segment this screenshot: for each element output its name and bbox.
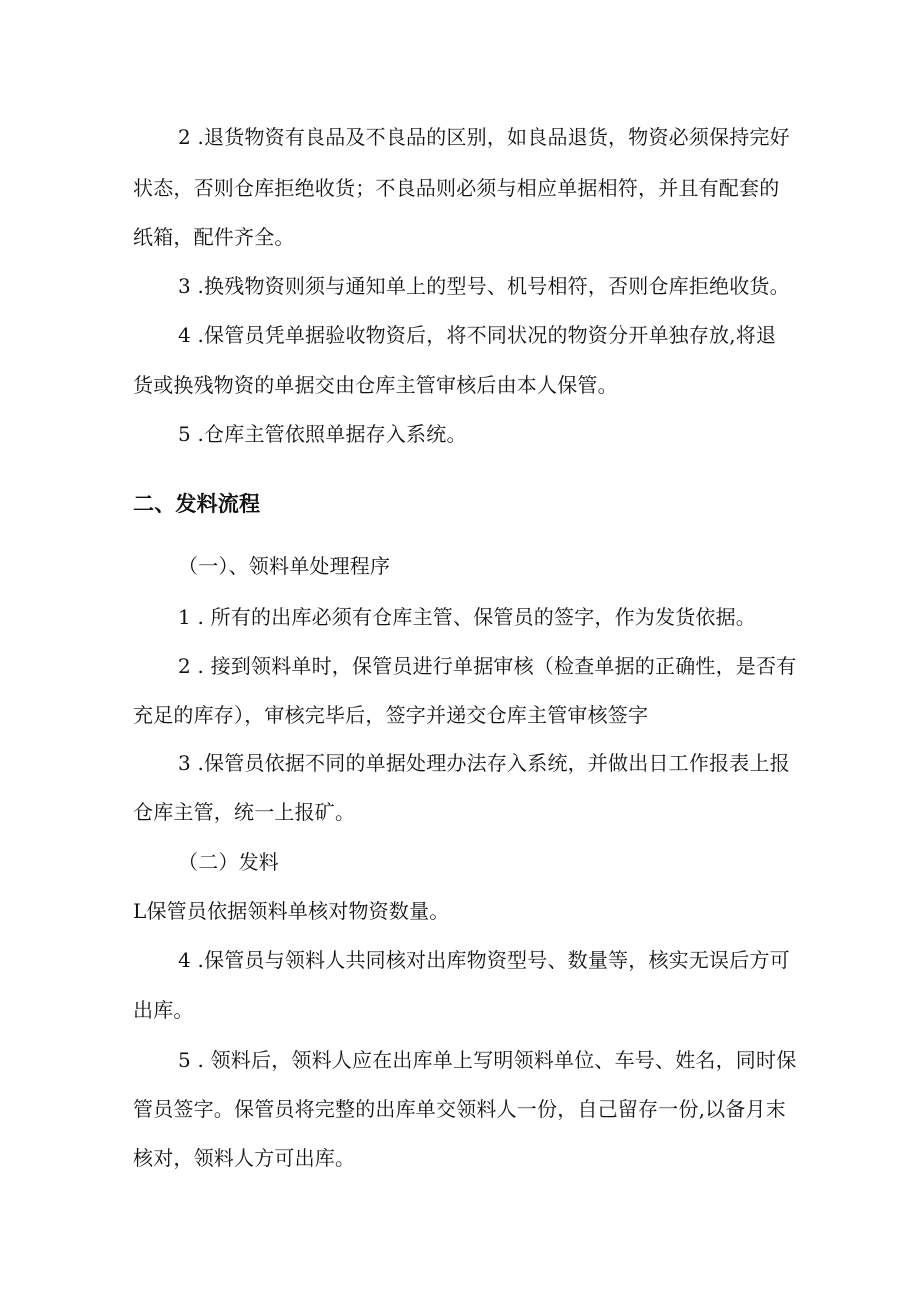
issue-paragraph-2-line-1: 2 . 接到领料单时，保管员进行单据审核（检查单据的正确性，是否有 [178, 654, 797, 678]
dispatch-paragraph-5-line-3: 核对，领料人方可出库。 [133, 1146, 356, 1170]
paragraph-4-line-1: 4 .保管员凭单据验收物资后，将不同状况的物资分开单独存放,将退 [178, 323, 777, 347]
dispatch-paragraph-1: L保管员依据领料单核对物资数量。 [133, 899, 450, 923]
issue-paragraph-3-line-1: 3 .保管员依据不同的单据处理办法存入系统，并做出日工作报表上报 [178, 751, 790, 775]
paragraph-2-line-1: 2 .退货物资有良品及不良品的区别，如良品退货，物资必须保持完好 [178, 125, 790, 149]
paragraph-5-line-1: 5 .仓库主管依照单据存入系统。 [178, 422, 467, 446]
issue-paragraph-1: 1 . 所有的出库必须有仓库主管、保管员的签字，作为发货依据。 [178, 605, 756, 629]
paragraph-2-line-2: 状态，否则仓库拒绝收货；不良品则必须与相应单据相符，并且有配套的 [133, 176, 780, 200]
dispatch-paragraph-5-line-1: 5 . 领料后，领料人应在出库单上写明领料单位、车号、姓名，同时保 [178, 1048, 797, 1072]
paragraph-4-line-2: 货或换残物资的单据交由仓库主管审核后由本人保管。 [133, 373, 618, 397]
issue-paragraph-3-line-2: 仓库主管，统一上报矿。 [133, 800, 356, 824]
paragraph-2-line-3: 纸箱，配件齐全。 [133, 225, 295, 249]
dispatch-paragraph-4-line-1: 4 .保管员与领料人共同核对出库物资型号、数量等，核实无误后方可 [178, 948, 790, 972]
subsection-heading-1: （一）、领料单处理程序 [178, 554, 391, 578]
paragraph-3-line-1: 3 .换残物资则须与通知单上的型号、机号相符，否则仓库拒绝收货。 [178, 274, 790, 298]
dispatch-paragraph-4-line-2: 出库。 [133, 998, 194, 1022]
section-heading: 二、发料流程 [133, 492, 261, 516]
dispatch-paragraph-5-line-2: 管员签字。保管员将完整的出库单交领料人一份，自己留存一份,以备月末 [133, 1097, 786, 1121]
subsection-heading-2: （二）发料 [178, 850, 279, 874]
issue-paragraph-2-line-2: 充足的库存），审核完毕后，签字并递交仓库主管审核签字 [133, 703, 649, 727]
